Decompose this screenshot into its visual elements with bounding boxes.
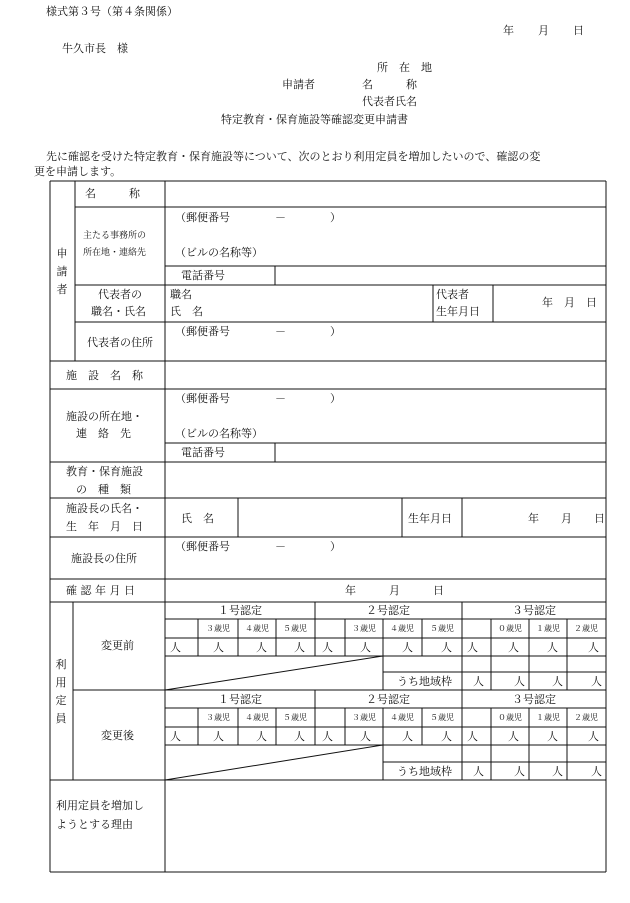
rep-label-line2: 職名・氏名 xyxy=(91,305,146,318)
facility-postal-close: ） xyxy=(330,392,341,405)
facility-type-label-line2: の 種 類 xyxy=(76,483,131,496)
after-unit-c1-age3: 人 xyxy=(213,730,224,743)
facility-address-label-line2: 連 絡 先 xyxy=(76,427,131,440)
applicant-vertical-label-1: 申 xyxy=(56,247,68,260)
before-unit-c1-total: 人 xyxy=(170,641,181,654)
after-local-label: うち地域枠 xyxy=(397,765,452,778)
office-building-label: （ビルの名称等） xyxy=(175,246,263,259)
after-local-unit-age2: 人 xyxy=(591,765,602,778)
document-title: 特定教育・保育施設等確認変更申請書 xyxy=(221,113,408,126)
after-local-unit-age0: 人 xyxy=(514,765,525,778)
capacity-vertical-label-3: 定 xyxy=(55,694,67,707)
applicant-address-label: 所 在 地 xyxy=(377,61,432,74)
office-postal-label: （郵便番号 xyxy=(175,211,230,224)
after-cert3-label: ３号認定 xyxy=(512,693,556,706)
before-unit-c1-age3: 人 xyxy=(213,641,224,654)
before-unit-c2-age4: 人 xyxy=(402,641,413,654)
confirm-date-value: 年 月 日 xyxy=(345,584,444,597)
capacity-after-label: 変更後 xyxy=(101,729,134,742)
rep-title-label: 職名 xyxy=(170,288,192,301)
rep-dob-ymd: 年 月 日 xyxy=(542,296,597,309)
office-postal-close: ） xyxy=(330,211,341,224)
before-c2-age3: ３歳児 xyxy=(352,624,376,633)
after-c2-age4: ４歳児 xyxy=(390,713,414,722)
facility-postal-label: （郵便番号 xyxy=(175,392,230,405)
capacity-vertical-label-2: 用 xyxy=(55,676,67,689)
rep-dob-label-line1: 代表者 xyxy=(436,288,469,301)
office-postal-dash: － xyxy=(275,211,286,224)
before-unit-c1-age5: 人 xyxy=(294,641,305,654)
reason-label-line2: ようとする理由 xyxy=(56,818,133,831)
director-postal-dash: － xyxy=(275,540,286,553)
before-unit-c2-age5: 人 xyxy=(441,641,452,654)
facility-postal-dash: － xyxy=(275,392,286,405)
after-unit-c1-total: 人 xyxy=(170,730,181,743)
date-day-label: 日 xyxy=(573,24,584,37)
office-label-line2: 所在地・連絡先 xyxy=(83,248,147,258)
before-c1-age3: ３歳児 xyxy=(206,624,230,633)
before-cert3-label: ３号認定 xyxy=(512,604,556,617)
after-cert1-label: １号認定 xyxy=(218,693,262,706)
before-c2-age4: ４歳児 xyxy=(390,624,414,633)
facility-name-label: 施 設 名 称 xyxy=(66,369,143,382)
before-cert2-label: ２号認定 xyxy=(366,604,410,617)
after-unit-c1-age5: 人 xyxy=(294,730,305,743)
applicant-rep-label: 代表者氏名 xyxy=(362,95,417,108)
before-unit-c1-age4: 人 xyxy=(256,641,267,654)
before-local-unit-age1: 人 xyxy=(552,675,563,688)
after-unit-c3-age0: 人 xyxy=(508,730,519,743)
rep-label-line1: 代表者の xyxy=(98,288,142,301)
confirm-date-label: 確 認 年 月 日 xyxy=(66,584,135,597)
before-local-label: うち地域枠 xyxy=(397,675,452,688)
before-c1-age4: ４歳児 xyxy=(245,624,269,633)
office-label-line1: 主たる事務所の xyxy=(83,231,147,241)
before-local-unit-age2: 人 xyxy=(591,675,602,688)
before-c2-age5: ５歳児 xyxy=(430,624,454,633)
after-unit-c3-total: 人 xyxy=(467,730,478,743)
before-c3-age1: １歳児 xyxy=(536,624,560,633)
director-name-label: 氏 名 xyxy=(181,512,214,525)
director-label-line2: 生 年 月 日 xyxy=(66,520,143,533)
intro-text-line1: 先に確認を受けた特定教育・保育施設等について、次のとおり利用定員を増加したいので、確認の変 xyxy=(46,150,541,163)
applicant-vertical-label-3: 者 xyxy=(56,283,68,296)
before-c3-age2: ２歳児 xyxy=(574,624,598,633)
director-postal-close: ） xyxy=(330,540,341,553)
facility-phone-label: 電話番号 xyxy=(181,446,225,459)
director-label-line1: 施設長の氏名・ xyxy=(66,502,143,515)
after-unit-c2-total: 人 xyxy=(322,730,333,743)
before-unit-c2-total: 人 xyxy=(322,641,333,654)
before-c1-age5: ５歳児 xyxy=(283,624,307,633)
after-c3-age0: ０歳児 xyxy=(498,713,522,722)
facility-type-label-line1: 教育・保育施設 xyxy=(66,465,143,478)
date-month-label: 月 xyxy=(538,24,549,37)
after-c1-age3: ３歳児 xyxy=(206,713,230,722)
intro-text-line2: 更を申請します。 xyxy=(34,165,122,178)
after-unit-c3-age2: 人 xyxy=(588,730,599,743)
capacity-vertical-label-4: 員 xyxy=(55,712,67,725)
director-address-label: 施設長の住所 xyxy=(71,552,137,565)
before-c3-age0: ０歳児 xyxy=(498,624,522,633)
after-local-unit-total: 人 xyxy=(473,765,484,778)
form-number: 様式第３号（第４条関係） xyxy=(46,5,178,18)
before-local-unit-total: 人 xyxy=(473,675,484,688)
after-unit-c1-age4: 人 xyxy=(256,730,267,743)
after-c1-age5: ５歳児 xyxy=(283,713,307,722)
after-unit-c3-age1: 人 xyxy=(547,730,558,743)
director-dob-ymd: 年 月 日 xyxy=(528,512,605,525)
rep-name-label: 氏 名 xyxy=(170,305,203,318)
applicant-vertical-label-2: 請 xyxy=(56,265,68,278)
director-dob-label: 生年月日 xyxy=(408,512,452,525)
after-unit-c2-age3: 人 xyxy=(360,730,371,743)
applicant-name-label: 名 称 xyxy=(362,78,417,91)
facility-address-label-line1: 施設の所在地・ xyxy=(66,410,143,423)
after-c2-age3: ３歳児 xyxy=(352,713,376,722)
capacity-vertical-label-1: 利 xyxy=(55,658,67,671)
capacity-before-label: 変更前 xyxy=(101,639,134,652)
addressee: 牛久市長 様 xyxy=(62,42,128,55)
reason-label-line1: 利用定員を増加し xyxy=(56,799,144,812)
after-cert2-label: ２号認定 xyxy=(366,693,410,706)
rep-addr-postal-label: （郵便番号 xyxy=(175,325,230,338)
facility-building-label: （ビルの名称等） xyxy=(175,427,263,440)
before-unit-c3-age2: 人 xyxy=(588,641,599,654)
after-unit-c2-age4: 人 xyxy=(402,730,413,743)
rep-address-label: 代表者の住所 xyxy=(87,336,153,349)
before-unit-c2-age3: 人 xyxy=(360,641,371,654)
before-cert1-label: １号認定 xyxy=(218,604,262,617)
after-c3-age1: １歳児 xyxy=(536,713,560,722)
after-c2-age5: ５歳児 xyxy=(430,713,454,722)
before-unit-c3-age1: 人 xyxy=(547,641,558,654)
applicant-label: 申請者 xyxy=(282,78,315,91)
before-local-unit-age0: 人 xyxy=(514,675,525,688)
after-c1-age4: ４歳児 xyxy=(245,713,269,722)
date-year-label: 年 xyxy=(503,24,514,37)
rep-addr-postal-dash: － xyxy=(275,325,286,338)
name-label: 名 称 xyxy=(85,187,140,200)
after-c3-age2: ２歳児 xyxy=(574,713,598,722)
rep-dob-label-line2: 生年月日 xyxy=(436,305,480,318)
director-postal-label: （郵便番号 xyxy=(175,540,230,553)
rep-addr-postal-close: ） xyxy=(330,325,341,338)
after-local-unit-age1: 人 xyxy=(552,765,563,778)
after-unit-c2-age5: 人 xyxy=(441,730,452,743)
office-phone-label: 電話番号 xyxy=(181,269,225,282)
before-unit-c3-age0: 人 xyxy=(508,641,519,654)
before-unit-c3-total: 人 xyxy=(467,641,478,654)
